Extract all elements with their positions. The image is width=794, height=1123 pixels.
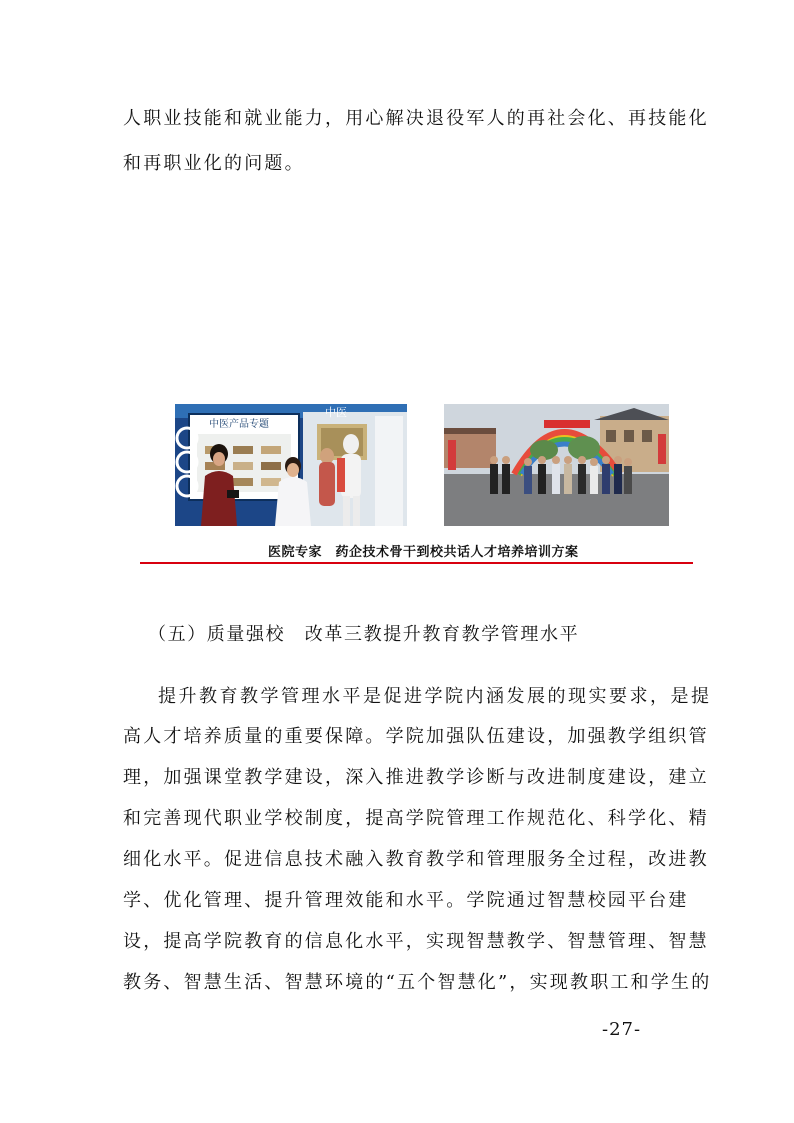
photo-campus-arch-image: [444, 404, 669, 526]
exhibit-wall-text: 中医: [325, 406, 347, 419]
photo-campus-arch-group: [444, 404, 669, 526]
paragraph-line: 细化水平。促进信息技术融入教育教学和管理服务全过程，改进教: [123, 849, 709, 870]
paragraph-line: 理，加强课堂教学建设，深入推进教学诊断与改进制度建设，建立: [123, 767, 709, 788]
paragraph-line: 教务、智慧生活、智慧环境的“五个智慧化”，实现教职工和学生的: [123, 972, 712, 993]
paragraph-line: 提升教育教学管理水平是促进学院内涵发展的现实要求，是提: [158, 686, 712, 707]
paragraph-line: 和再职业化的问题。: [123, 153, 305, 174]
paragraph-line: 和完善现代职业学校制度，提高学院管理工作规范化、科学化、精: [123, 808, 709, 829]
paragraph-line: 高人才培养质量的重要保障。学院加强队伍建设，加强教学组织管: [123, 726, 709, 747]
page-number: -27-: [602, 1019, 642, 1040]
paragraph-line: 学、优化管理、提升管理效能和水平。学院通过智慧校园平台建: [123, 890, 689, 911]
paragraph-line: 设，提高学院教育的信息化水平，实现智慧教学、智慧管理、智慧: [123, 931, 709, 952]
paragraph-line: 人职业技能和就业能力，用心解决退役军人的再社会化、再技能化: [123, 108, 709, 129]
exhibit-sign-text: 中医产品专题: [209, 419, 269, 430]
photo-tcm-exhibit: [175, 404, 407, 526]
figure-caption: 医院专家 药企技术骨干到校共话人才培养培训方案: [268, 545, 579, 560]
caption-divider: [140, 562, 693, 564]
photo-tcm-exhibit-image: [175, 404, 407, 526]
section-heading: （五）质量强校 改革三教提升教育教学管理水平: [148, 624, 580, 645]
